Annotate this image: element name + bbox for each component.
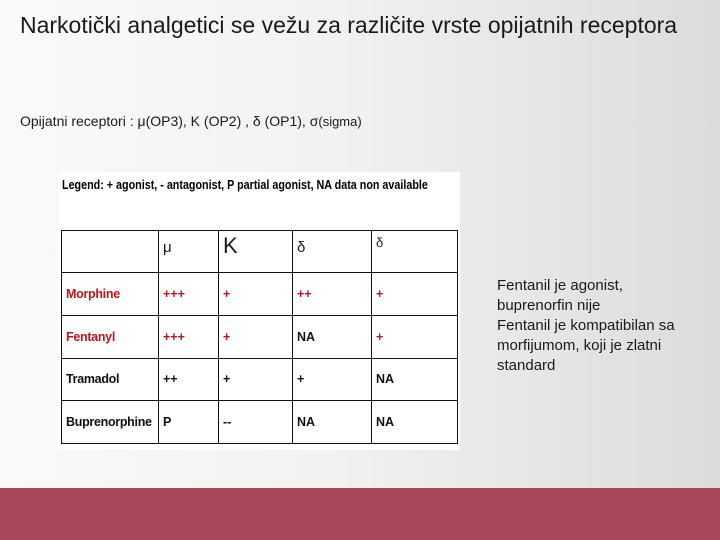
table-row <box>62 401 458 444</box>
drug-name: Fentanyl <box>62 315 159 358</box>
kappa-value: + <box>219 358 293 401</box>
header-kappa: Κ <box>219 231 293 273</box>
drug-name: Buprenorphine <box>62 401 159 444</box>
mu-value: +++ <box>159 315 219 358</box>
mu-value: ++ <box>159 358 219 401</box>
delta-value: + <box>293 358 372 401</box>
sigma-value: + <box>372 315 458 358</box>
sigma-value: NA <box>372 358 458 401</box>
sigma-note: (sigma) <box>318 114 362 129</box>
header-drug <box>62 231 159 273</box>
header-sigma: δ <box>372 231 458 273</box>
header-delta: δ <box>293 231 372 273</box>
header-mu: μ <box>159 231 219 273</box>
side-note <box>497 276 697 376</box>
sigma-value: NA <box>372 401 458 444</box>
kappa-value: + <box>219 273 293 316</box>
table-header-row <box>62 231 458 273</box>
mu-value: +++ <box>159 273 219 316</box>
table-row <box>62 315 458 358</box>
kappa-value: + <box>219 315 293 358</box>
table-row <box>62 358 458 401</box>
drug-name: Morphine <box>62 273 159 316</box>
delta-value: ++ <box>293 273 372 316</box>
note-line: Fentanil je agonist, buprenorfin nije <box>497 277 623 314</box>
delta-value: NA <box>293 401 372 444</box>
table-row <box>62 273 458 316</box>
receptor-list-text: Opijatni receptori : μ(OP3), Κ (OP2) , δ (OP1), σ <box>20 113 319 129</box>
kappa-value: -- <box>219 401 293 444</box>
mu-value: P <box>159 401 219 444</box>
delta-value: NA <box>293 315 372 358</box>
receptor-table-figure <box>58 172 460 450</box>
receptor-binding-table <box>61 230 458 444</box>
note-line: Fentanil je kompatibilan sa morfijumom, koji je zlatni standard <box>497 317 675 374</box>
slide-title: Narkotički analgetici se vežu za različite vrste opijatnih receptora <box>20 12 678 38</box>
footer-bar <box>0 488 720 540</box>
sigma-value: + <box>372 273 458 316</box>
receptor-list <box>20 112 362 131</box>
drug-name: Tramadol <box>62 358 159 401</box>
table-legend: Legend: + agonist, - antagonist, P partial agonist, NA data non available <box>62 178 428 192</box>
